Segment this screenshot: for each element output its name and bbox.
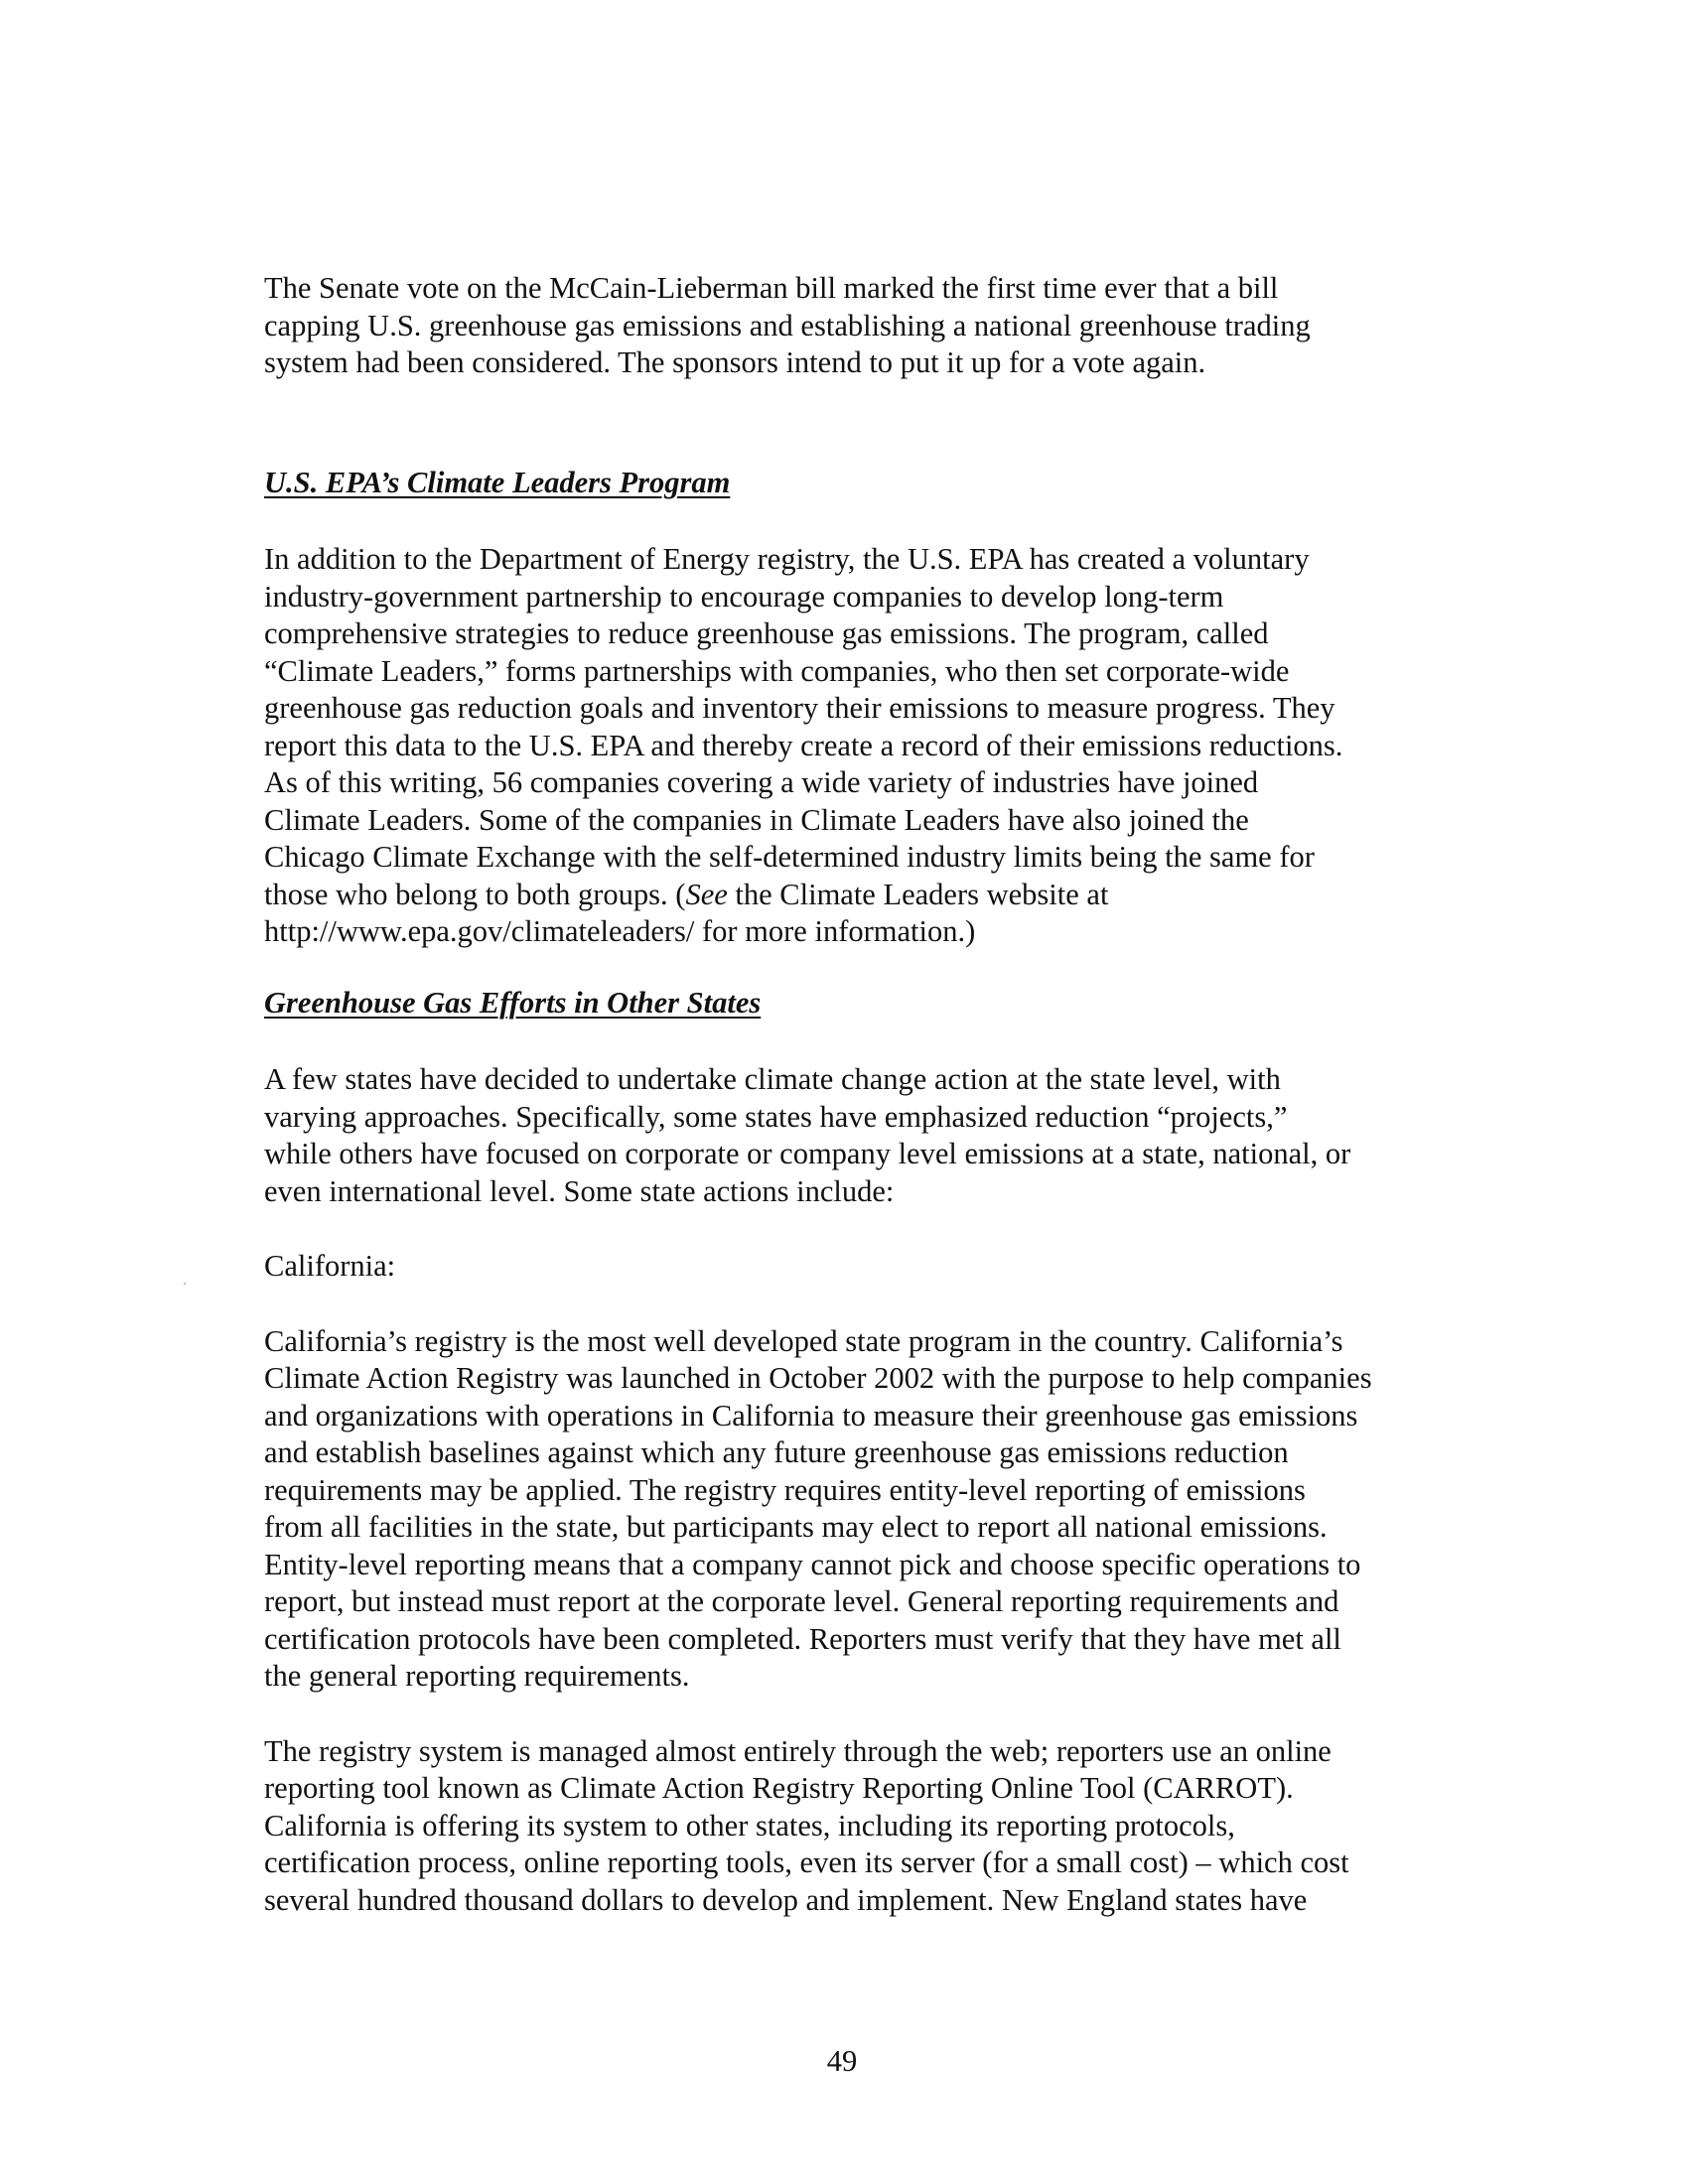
text-line: report this data to the U.S. EPA and thereby create a record of their emissions reductions.	[264, 728, 1343, 762]
paragraph-california-registry	[264, 1323, 1495, 1696]
text-line: varying approaches. Specifically, some states have emphasized reduction “projects,”	[264, 1099, 1288, 1134]
text-line: The Senate vote on the McCain-Lieberman bill marked the first time ever that a bill	[264, 271, 1279, 305]
text-line	[264, 877, 1495, 914]
text-line: California’s registry is the most well developed state program in the country. California’s	[264, 1323, 1343, 1358]
text-line: system had been considered. The sponsors intend to put it up for a vote again.	[264, 345, 1206, 379]
text-line: even international level. Some state actions include:	[264, 1173, 895, 1208]
page-content	[264, 270, 1495, 1919]
page-number: 49	[826, 2044, 858, 2078]
text-line: and organizations with operations in California to measure their greenhouse gas emissions	[264, 1398, 1358, 1433]
text-line: requirements may be applied. The registry requires entity-level reporting of emissions	[264, 1472, 1306, 1507]
text-line: Entity-level reporting means that a company cannot pick and choose specific operations to	[264, 1547, 1361, 1581]
text-line: “Climate Leaders,” forms partnerships with companies, who then set corporate-wide	[264, 653, 1290, 688]
text-line: certification process, online reporting tools, even its server (for a small cost) – which cost	[264, 1845, 1349, 1879]
text-line: comprehensive strategies to reduce greenhouse gas emissions. The program, called	[264, 616, 1269, 650]
text-line: report, but instead must report at the corporate level. General reporting requirements and	[264, 1584, 1339, 1618]
text-line: industry-government partnership to encourage companies to develop long-term	[264, 579, 1224, 614]
text-line: A few states have decided to undertake climate change action at the state level, with	[264, 1062, 1281, 1096]
text-line: In addition to the Department of Energy registry, the U.S. EPA has created a voluntary	[264, 542, 1310, 576]
italic-see: See	[685, 877, 728, 911]
paragraph-registry-web	[264, 1733, 1495, 1920]
california-label: California:	[264, 1249, 396, 1283]
text-line: Climate Leaders. Some of the companies in Climate Leaders have also joined the	[264, 802, 1249, 837]
text-line: several hundred thousand dollars to develop and implement. New England states have	[264, 1882, 1308, 1917]
text-line: and establish baselines against which any future greenhouse gas emissions reduction	[264, 1435, 1289, 1469]
text-line: from all facilities in the state, but participants may elect to report all national emissions.	[264, 1510, 1328, 1544]
text-line: reporting tool known as Climate Action Registry Reporting Online Tool (CARROT).	[264, 1771, 1294, 1805]
text-line: while others have focused on corporate or company level emissions at a state, national, or	[264, 1137, 1351, 1170]
paragraph-senate-vote	[264, 270, 1495, 382]
section-heading-other-states: Greenhouse Gas Efforts in Other States	[264, 985, 762, 1020]
text-line: greenhouse gas reduction goals and inventory their emissions to measure progress. They	[264, 691, 1335, 725]
text-line: capping U.S. greenhouse gas emissions and establishing a national greenhouse trading	[264, 308, 1311, 342]
text-fragment: the Climate Leaders website at	[727, 877, 1109, 911]
text-line: The registry system is managed almost entirely through the web; reporters use an online	[264, 1733, 1332, 1768]
paragraph-climate-leaders	[264, 541, 1495, 951]
text-line: As of this writing, 56 companies covering a wide variety of industries have joined	[264, 765, 1259, 799]
scan-speck	[184, 1283, 186, 1285]
paragraph-other-states	[264, 1061, 1495, 1210]
section-heading-climate-leaders: U.S. EPA’s Climate Leaders Program	[264, 465, 731, 499]
text-line: the general reporting requirements.	[264, 1659, 690, 1693]
text-line: California is offering its system to other states, including its reporting protocols,	[264, 1808, 1235, 1843]
text-line: certification protocols have been completed. Reporters must verify that they have met all	[264, 1621, 1341, 1656]
text-line: Chicago Climate Exchange with the self-determined industry limits being the same for	[264, 840, 1315, 874]
climate-leaders-url-line: http://www.epa.gov/climateleaders/ for more information.)	[264, 914, 976, 948]
text-line: Climate Action Registry was launched in October 2002 with the purpose to help companies	[264, 1361, 1372, 1395]
text-fragment: those who belong to both groups. (	[264, 877, 686, 911]
